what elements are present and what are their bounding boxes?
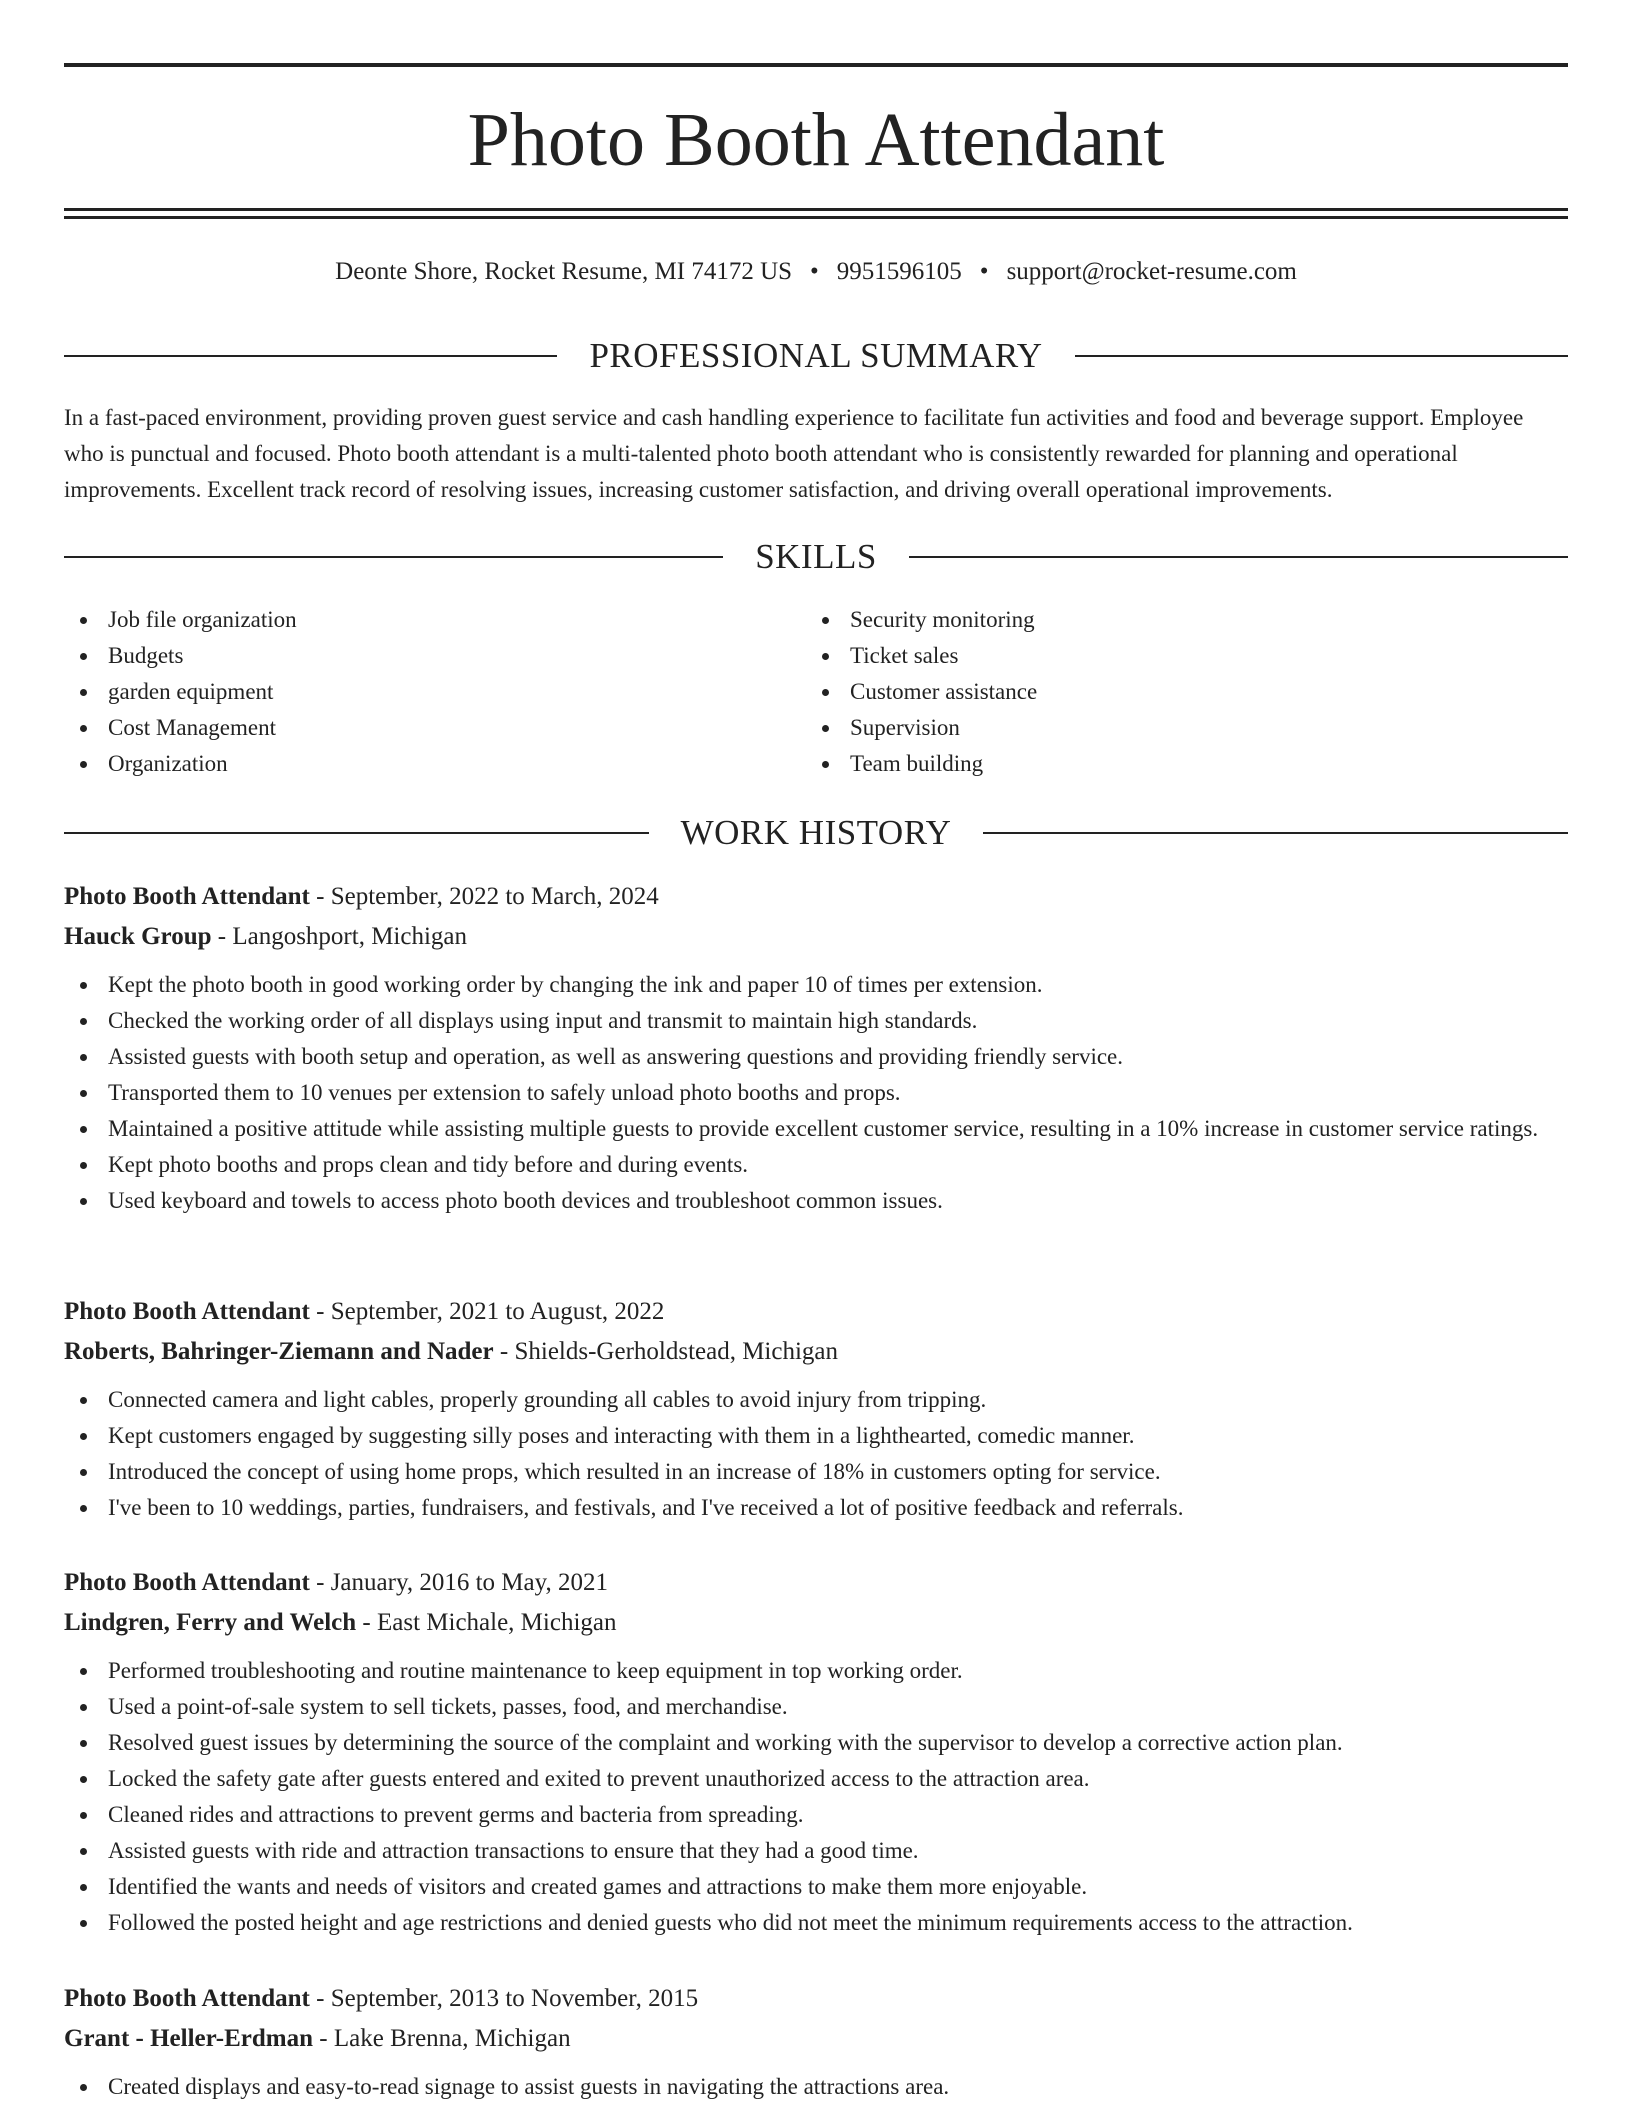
heading-rule bbox=[909, 556, 1568, 558]
skill-item: Job file organization bbox=[64, 602, 806, 638]
skills-heading bbox=[64, 535, 1568, 579]
job-entry bbox=[64, 1979, 1568, 2105]
job-company-line: Roberts, Bahringer-Ziemann and Nader - Shields-Gerholdstead, Michigan bbox=[64, 1338, 839, 1365]
job-company-line: Hauck Group - Langoshport, Michigan bbox=[64, 923, 468, 950]
list-item: Kept photo booths and props clean and tidy before and during events. bbox=[64, 1147, 1568, 1183]
job-title: Photo Booth Attendant bbox=[64, 1298, 310, 1325]
job-bullets bbox=[64, 967, 1568, 1219]
skill-item: Organization bbox=[64, 746, 806, 782]
job-location: Shields-Gerholdstead, Michigan bbox=[514, 1338, 839, 1365]
heading-rule bbox=[64, 355, 557, 357]
page-title: Photo Booth Attendant bbox=[467, 98, 1165, 182]
skills-column-right bbox=[806, 602, 1548, 782]
title-rule-lower bbox=[64, 216, 1568, 219]
skill-item: Team building bbox=[806, 746, 1548, 782]
top-rule bbox=[64, 63, 1568, 67]
work-history-heading bbox=[64, 811, 1568, 855]
job-company: Hauck Group bbox=[64, 923, 212, 950]
list-item: Performed troubleshooting and routine maintenance to keep equipment in top working order. bbox=[64, 1653, 1568, 1689]
job-title: Photo Booth Attendant bbox=[64, 1985, 310, 2012]
job-dates: September, 2013 to November, 2015 bbox=[330, 1985, 699, 2012]
list-item: Used keyboard and towels to access photo booth devices and troubleshoot common issues. bbox=[64, 1183, 1568, 1219]
list-item: Connected camera and light cables, properly grounding all cables to avoid injury from tripping. bbox=[64, 1382, 1568, 1418]
job-title-line: Photo Booth Attendant - January, 2016 to May, 2021 bbox=[64, 1569, 608, 1596]
summary-heading bbox=[64, 334, 1568, 378]
job-dates: September, 2021 to August, 2022 bbox=[330, 1298, 665, 1325]
list-item: Kept customers engaged by suggesting silly poses and interacting with them in a lighthearted, comedic manner. bbox=[64, 1418, 1568, 1454]
list-item: Assisted guests with ride and attraction transactions to ensure that they had a good time. bbox=[64, 1833, 1568, 1869]
skill-item: Budgets bbox=[64, 638, 806, 674]
contact-phone: 9951596105 bbox=[836, 258, 962, 285]
list-item: Kept the photo booth in good working order by changing the ink and paper 10 of times per extension. bbox=[64, 967, 1568, 1003]
job-title-line: Photo Booth Attendant - September, 2013 to November, 2015 bbox=[64, 1985, 699, 2012]
skills-column-left bbox=[64, 602, 806, 782]
job-title: Photo Booth Attendant bbox=[64, 1569, 310, 1596]
heading-rule bbox=[983, 832, 1568, 834]
resume-page bbox=[64, 0, 1568, 2112]
job-location: Langoshport, Michigan bbox=[232, 923, 468, 950]
job-title: Photo Booth Attendant bbox=[64, 883, 310, 910]
list-item: Identified the wants and needs of visitors and created games and attractions to make them more enjoyable. bbox=[64, 1869, 1568, 1905]
skill-item: Supervision bbox=[806, 710, 1548, 746]
list-item: I've been to 10 weddings, parties, fundraisers, and festivals, and I've received a lot of positive feedback and referrals. bbox=[64, 1490, 1568, 1526]
job-company: Lindgren, Ferry and Welch bbox=[64, 1609, 357, 1636]
list-item: Resolved guest issues by determining the source of the complaint and working with the supervisor to develop a corrective action plan. bbox=[64, 1725, 1568, 1761]
summary-text: In a fast-paced environment, providing proven guest service and cash handling experience to facilitate fun activities and food and beverage support. Employee who is punctual and focused. Photo booth attendant is a multi-talented photo booth attendant who is consistently rewarded for planning and operational improvements. Excellent track record of resolving issues, increasing customer satisfaction, and driving overall operational improvements. bbox=[64, 405, 1524, 502]
job-entry bbox=[64, 1292, 1568, 1526]
summary-heading-label: PROFESSIONAL SUMMARY bbox=[589, 336, 1043, 375]
heading-rule bbox=[64, 832, 649, 834]
job-dates: January, 2016 to May, 2021 bbox=[330, 1569, 608, 1596]
skill-item: Security monitoring bbox=[806, 602, 1548, 638]
contact-line bbox=[64, 254, 1568, 290]
heading-rule bbox=[64, 556, 723, 558]
job-entry bbox=[64, 877, 1568, 1219]
list-item: Assisted guests with booth setup and operation, as well as answering questions and providing friendly service. bbox=[64, 1039, 1568, 1075]
skill-item: Customer assistance bbox=[806, 674, 1548, 710]
skill-item: garden equipment bbox=[64, 674, 806, 710]
list-item: Cleaned rides and attractions to prevent germs and bacteria from spreading. bbox=[64, 1797, 1568, 1833]
job-company: Grant - Heller-Erdman bbox=[64, 2025, 314, 2052]
job-company: Roberts, Bahringer-Ziemann and Nader bbox=[64, 1338, 494, 1365]
list-item: Locked the safety gate after guests entered and exited to prevent unauthorized access to the attraction area. bbox=[64, 1761, 1568, 1797]
job-location: East Michale, Michigan bbox=[376, 1609, 617, 1636]
list-item: Followed the posted height and age restrictions and denied guests who did not meet the minimum requirements access to the attraction. bbox=[64, 1905, 1568, 1941]
skills-list bbox=[64, 602, 1568, 782]
contact-address: Deonte Shore, Rocket Resume, MI 74172 US bbox=[335, 258, 793, 285]
contact-separator: • bbox=[979, 258, 989, 285]
contact-separator: • bbox=[810, 258, 819, 285]
heading-rule bbox=[1075, 355, 1568, 357]
list-item: Created displays and easy-to-read signage to assist guests in navigating the attractions area. bbox=[64, 2069, 1568, 2105]
list-item: Maintained a positive attitude while assisting multiple guests to provide excellent customer service, resulting in a 10% increase in customer service ratings. bbox=[64, 1111, 1568, 1147]
job-company-line: Grant - Heller-Erdman - Lake Brenna, Michigan bbox=[64, 2025, 571, 2052]
list-item: Checked the working order of all displays using input and transmit to maintain high standards. bbox=[64, 1003, 1568, 1039]
job-dates: September, 2022 to March, 2024 bbox=[330, 883, 659, 910]
skill-item: Cost Management bbox=[64, 710, 806, 746]
job-bullets bbox=[64, 1653, 1568, 1941]
list-item: Introduced the concept of using home props, which resulted in an increase of 18% in customers opting for service. bbox=[64, 1454, 1568, 1490]
job-bullets bbox=[64, 2069, 1568, 2105]
work-history-heading-label: WORK HISTORY bbox=[680, 813, 952, 852]
list-item: Used a point-of-sale system to sell tickets, passes, food, and merchandise. bbox=[64, 1689, 1568, 1725]
job-entry bbox=[64, 1563, 1568, 1941]
title-rule-upper bbox=[64, 208, 1568, 211]
job-company-line: Lindgren, Ferry and Welch - East Michale, Michigan bbox=[64, 1609, 617, 1636]
job-bullets bbox=[64, 1382, 1568, 1526]
skills-heading-label: SKILLS bbox=[755, 537, 877, 576]
list-item: Transported them to 10 venues per extension to safely unload photo booths and props. bbox=[64, 1075, 1568, 1111]
job-location: Lake Brenna, Michigan bbox=[333, 2025, 571, 2052]
contact-email: support@rocket-resume.com bbox=[1006, 258, 1297, 285]
job-title-line: Photo Booth Attendant - September, 2021 to August, 2022 bbox=[64, 1298, 665, 1325]
job-title-line: Photo Booth Attendant - September, 2022 to March, 2024 bbox=[64, 883, 659, 910]
skill-item: Ticket sales bbox=[806, 638, 1548, 674]
